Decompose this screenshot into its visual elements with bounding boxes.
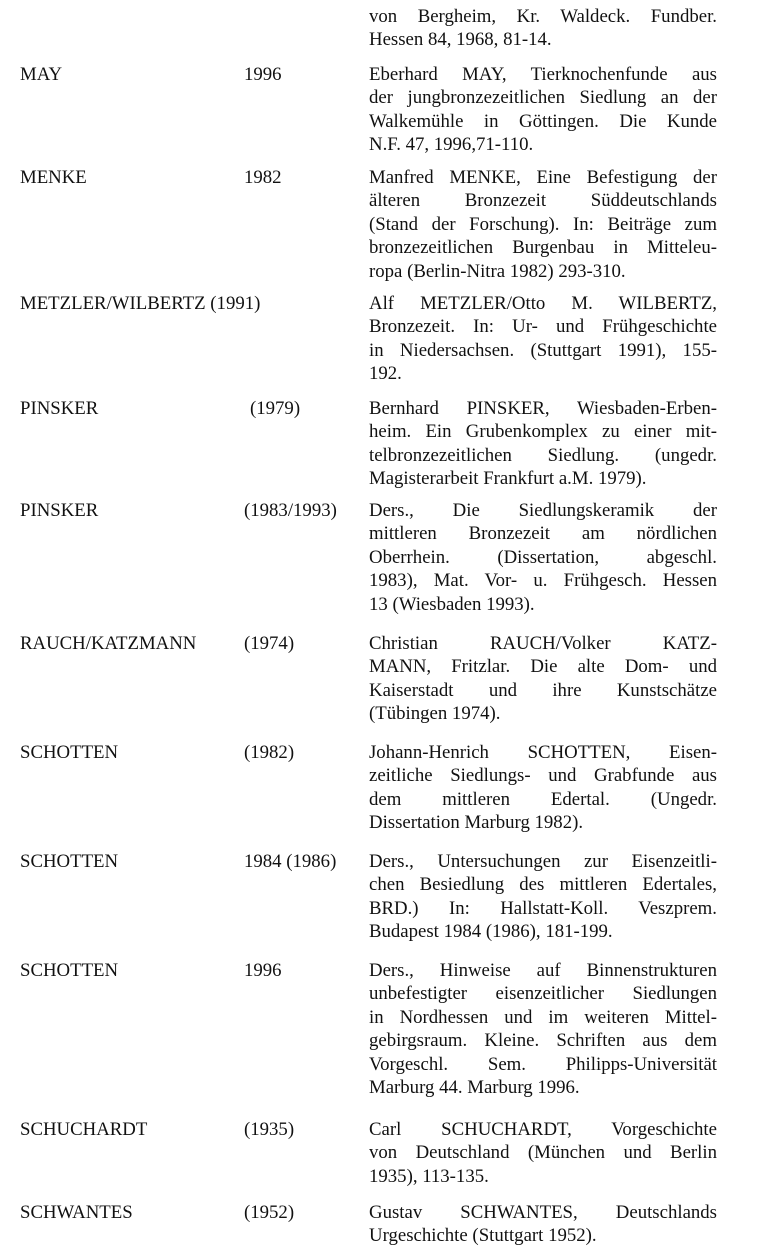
reference-line: Gustav SCHWANTES, Deutschlands [369, 1202, 717, 1223]
reference-line: Dissertation Marburg 1982). [369, 812, 584, 834]
entry-year: 1996 [244, 64, 282, 85]
reference-line: Manfred MENKE, Eine Befestigung der [369, 167, 717, 188]
entry-author: SCHUCHARDT [20, 1119, 148, 1140]
entry-author: MENKE [20, 167, 87, 188]
entry-year: (1979) [250, 398, 301, 419]
entry-reference [369, 1201, 717, 1248]
reference-line: telbronzezeitlichen Siedlung. (ungedr. [369, 444, 717, 466]
entry-reference [369, 1118, 717, 1188]
reference-line: Oberrhein. (Dissertation, abgeschl. [369, 546, 717, 568]
reference-line: 192. [369, 363, 402, 385]
reference-line: 1935), 113-135. [369, 1165, 489, 1187]
entry-year: 1996 [244, 960, 282, 981]
entry-author: METZLER/WILBERTZ (1991) [20, 293, 261, 314]
reference-line: unbefestigter eisenzeitlicher Siedlungen [369, 983, 717, 1005]
reference-line: gebirgsraum. Kleine. Schriften aus dem [369, 1030, 717, 1052]
entry-year: (1952) [244, 1202, 295, 1223]
reference-line: Ders., Untersuchungen zur Eisenzeitli- [369, 851, 717, 872]
entry-reference [369, 850, 717, 944]
reference-line: Christian RAUCH/Volker KATZ- [369, 633, 717, 654]
reference-line: zeitliche Siedlungs- und Grabfunde aus [369, 765, 717, 787]
entry-year: (1974) [244, 633, 295, 654]
reference-line: 1983), Mat. Vor- u. Frühgesch. Hessen [369, 570, 717, 592]
entry-reference [369, 499, 717, 616]
entry-reference [369, 741, 717, 835]
reference-line: mittleren Bronzezeit am nördlichen [369, 523, 717, 545]
entry-author: SCHOTTEN [20, 851, 119, 872]
reference-line: Alf METZLER/Otto M. WILBERTZ, [369, 293, 717, 314]
reference-line: dem mittleren Edertal. (Ungedr. [369, 788, 717, 810]
entry-reference [369, 292, 717, 386]
entry-author: SCHOTTEN [20, 960, 119, 981]
reference-line: Vorgeschl. Sem. Philipps-Universität [369, 1053, 717, 1075]
reference-line: in Nordhessen und im weiteren Mittel- [369, 1006, 717, 1028]
reference-line: Urgeschichte (Stuttgart 1952). [369, 1225, 597, 1247]
entry-reference [369, 166, 717, 283]
reference-line: Budapest 1984 (1986), 181-199. [369, 921, 613, 943]
reference-line: chen Besiedlung des mittleren Edertales, [369, 874, 717, 896]
reference-line: der jungbronzezeitlichen Siedlung an der [369, 87, 717, 109]
entry-author: PINSKER [20, 398, 99, 419]
reference-line: Eberhard MAY, Tierknochenfunde aus [369, 64, 717, 85]
entry-reference [369, 959, 717, 1099]
entry-author: MAY [20, 64, 63, 85]
entry-reference [369, 397, 717, 491]
reference-line: MANN, Fritzlar. Die alte Dom- und [369, 656, 717, 678]
entry-author: SCHWANTES [20, 1202, 133, 1223]
entry-author: PINSKER [20, 500, 99, 521]
reference-line: heim. Ein Grubenkomplex zu einer mit- [369, 421, 717, 443]
reference-line: bronzezeitlichen Burgenbau in Mitteleu- [369, 237, 717, 259]
entry-year: (1982) [244, 742, 295, 763]
reference-line: älteren Bronzezeit Süddeutschlands [369, 190, 717, 212]
entry-reference [369, 632, 717, 726]
reference-line: ropa (Berlin-Nitra 1982) 293-310. [369, 260, 626, 282]
entry-year: (1935) [244, 1119, 295, 1140]
reference-line: Carl SCHUCHARDT, Vorgeschichte [369, 1119, 717, 1140]
reference-line: Bernhard PINSKER, Wiesbaden-Erben- [369, 398, 717, 419]
reference-line: Ders., Hinweise auf Binnenstrukturen [369, 960, 717, 981]
entry-author: SCHOTTEN [20, 742, 119, 763]
reference-line: Magisterarbeit Frankfurt a.M. 1979). [369, 468, 647, 490]
reference-line: (Tübingen 1974). [369, 703, 501, 725]
reference-line: von Bergheim, Kr. Waldeck. Fundber. [369, 6, 717, 27]
reference-line: BRD.) In: Hallstatt-Koll. Veszprem. [369, 897, 717, 919]
entry-year: 1982 [244, 167, 282, 188]
reference-line: Johann-Henrich SCHOTTEN, Eisen- [369, 742, 717, 763]
reference-line: (Stand der Forschung). In: Beiträge zum [369, 213, 717, 235]
reference-line: Hessen 84, 1968, 81-14. [369, 29, 552, 51]
reference-line: Ders., Die Siedlungskeramik der [369, 500, 717, 521]
reference-line: 13 (Wiesbaden 1993). [369, 593, 535, 615]
entry-year: (1983/1993) [244, 500, 337, 521]
reference-line: von Deutschland (München und Berlin [369, 1142, 717, 1164]
reference-line: N.F. 47, 1996,71-110. [369, 134, 534, 156]
reference-line: Walkemühle in Göttingen. Die Kunde [369, 110, 717, 132]
reference-line: Bronzezeit. In: Ur- und Frühgeschichte [369, 316, 717, 338]
reference-line: Marburg 44. Marburg 1996. [369, 1077, 580, 1099]
entry-year: 1984 (1986) [244, 851, 337, 872]
reference-line: Kaiserstadt und ihre Kunstschätze [369, 679, 717, 701]
entry-author: RAUCH/KATZMANN [20, 633, 197, 654]
reference-line: in Niedersachsen. (Stuttgart 1991), 155- [369, 339, 717, 361]
entry-reference [369, 63, 717, 157]
entry-reference [369, 5, 717, 52]
